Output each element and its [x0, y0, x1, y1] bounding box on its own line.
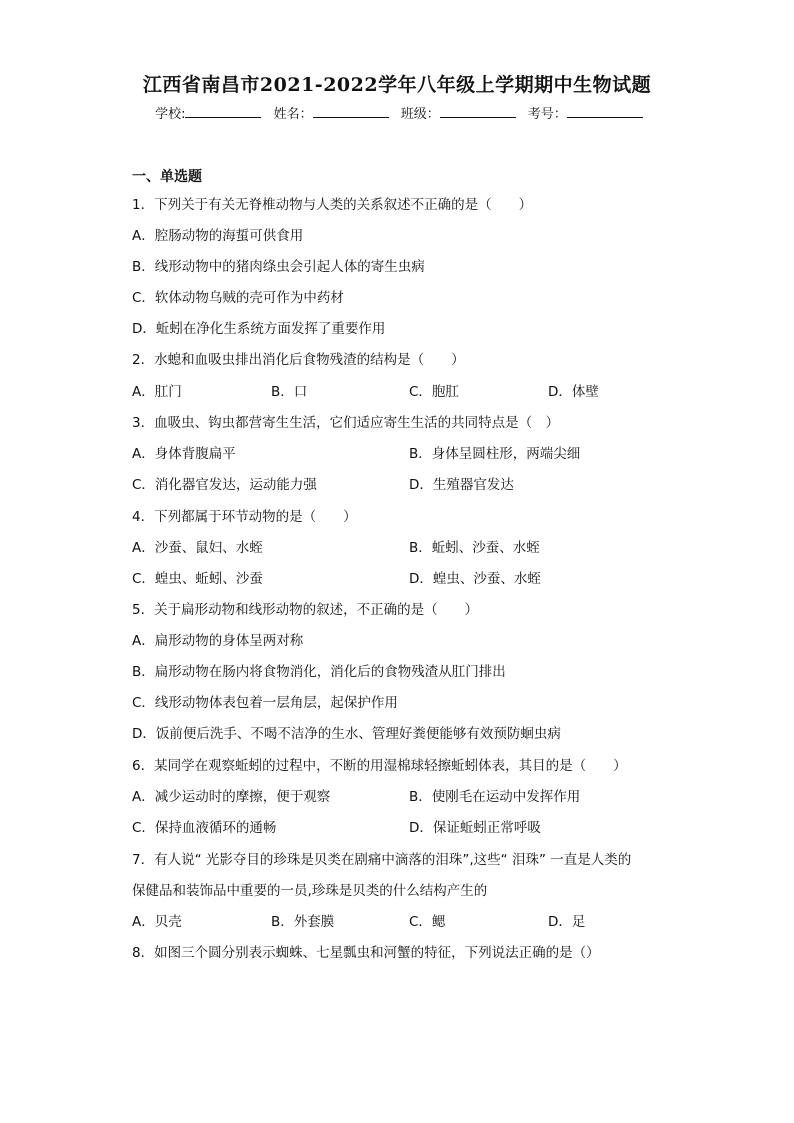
- option-b: B．身体呈圆柱形，两端尖细: [409, 446, 581, 462]
- school-label: 学校:: [155, 107, 186, 122]
- question-stem: 6．某同学在观察蚯蚓的过程中，不断的用湿棉球轻擦蚯蚓体表，其目的是（ ）: [132, 758, 627, 774]
- option-c: C．保持血液循环的通畅: [132, 820, 277, 836]
- exam-number-blank[interactable]: [567, 106, 643, 118]
- option-d: D．体壁: [548, 384, 599, 400]
- option-a: A．身体背腹扁平: [132, 446, 236, 462]
- option-a: A．肛门: [132, 384, 182, 400]
- name-blank[interactable]: [313, 106, 389, 118]
- option-d: D．生殖器官发达: [409, 477, 514, 493]
- question-stem: 7．有人说“ 光影夺目的珍珠是贝类在剧痛中滴落的泪珠”,这些“ 泪珠” 一直是人类的: [132, 852, 632, 868]
- option-c: C．鳃: [409, 914, 446, 930]
- option-d: D．饭前便后洗手、不喝不洁净的生水、管理好粪便能够有效预防蛔虫病: [132, 726, 561, 742]
- class-label: 班级：: [400, 107, 440, 122]
- option-c: C．消化器官发达，运动能力强: [132, 477, 317, 493]
- section-heading: 一、单选题: [132, 169, 202, 185]
- question-stem: 3．血吸虫、钩虫都营寄生生活，它们适应寄生生活的共同特点是（ ）: [132, 415, 560, 431]
- option-b: B．蚯蚓、沙蚕、水蛭: [409, 540, 540, 556]
- option-a: A．贝壳: [132, 914, 182, 930]
- option-c: C．蝗虫、蚯蚓、沙蚕: [132, 571, 263, 587]
- question-stem: 2．水螅和血吸虫排出消化后食物残渣的结构是（ ）: [132, 352, 465, 368]
- question-stem: 5．关于扁形动物和线形动物的叙述，不正确的是（ ）: [132, 602, 479, 618]
- option-b: B．口: [271, 384, 308, 400]
- option-c: C．软体动物乌贼的壳可作为中药材: [132, 290, 344, 306]
- class-blank[interactable]: [440, 106, 516, 118]
- option-a: A．减少运动时的摩擦，便于观察: [132, 789, 331, 805]
- option-c: C．线形动物体表包着一层角层，起保护作用: [132, 695, 398, 711]
- option-b: B．外套膜: [271, 914, 335, 930]
- option-d: D．蝗虫、沙蚕、水蛭: [409, 571, 541, 587]
- question-stem: 1．下列关于有关无脊椎动物与人类的关系叙述不正确的是（ ）: [132, 197, 533, 213]
- option-a: A．沙蚕、鼠妇、水蛭: [132, 540, 263, 556]
- option-d: D．保证蚯蚓正常呼吸: [409, 820, 541, 836]
- page-title: 江西省南昌市2021-2022学年八年级上学期期中生物试题: [142, 74, 652, 96]
- question-stem-continued: 保健品和装饰品中重要的一员,珍珠是贝类的什么结构产生的: [132, 883, 488, 899]
- option-b: B．使刚毛在运动中发挥作用: [409, 789, 581, 805]
- school-blank[interactable]: [185, 106, 261, 118]
- question-stem: 4．下列都属于环节动物的是（ ）: [132, 509, 357, 525]
- option-b: B．扁形动物在肠内将食物消化，消化后的食物残渣从肛门排出: [132, 664, 506, 680]
- option-d: D．足: [548, 914, 586, 930]
- option-a: A．扁形动物的身体呈两对称: [132, 633, 304, 649]
- question-stem: 8．如图三个圆分别表示蜘蛛、七星瓢虫和河蟹的特征，下列说法正确的是（）: [132, 945, 600, 961]
- option-b: B．线形动物中的猪肉绦虫会引起人体的寄生虫病: [132, 259, 425, 275]
- student-info-line: [0, 103, 794, 122]
- option-d: D．蚯蚓在净化生系统方面发挥了重要作用: [132, 321, 386, 337]
- exam-number-label: 考号：: [527, 107, 567, 122]
- name-label: 姓名：: [273, 107, 313, 122]
- option-c: C．胞肛: [409, 384, 459, 400]
- option-a: A．腔肠动物的海蜇可供食用: [132, 228, 304, 244]
